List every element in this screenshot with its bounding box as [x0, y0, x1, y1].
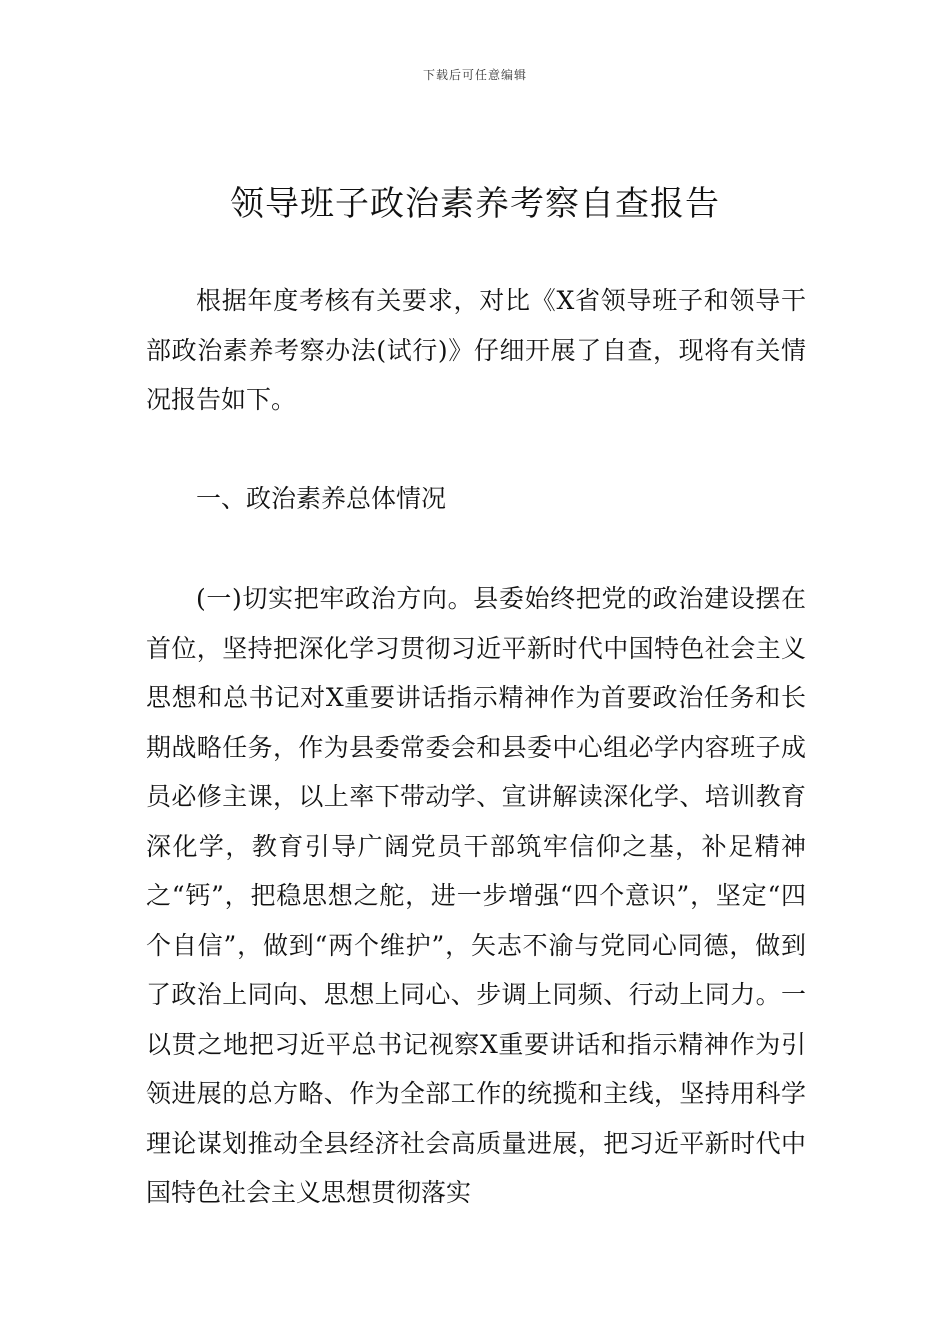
body-paragraph-text: (一)切实把牢政治方向。县委始终把党的政治建设摆在首位，坚持把深化学习贯彻习近平新时代中国特色社会主义思想和总书记对X重要讲话指示精神作为首要政治任务和长期战略任务，作为县委常委会和县委中心组必学内容班子成员必修主课，以上率下带动学、宣讲解读深化学、培训教育深化学，教育引导广阔党员干部筑牢信仰之基，补足精神之“钙”，把稳思想之舵，进一步增强“四个意识”，坚定“四个自信”，做到“两个维护”，矢志不渝与党同心同德，做到了政治上同向、思想上同心、步调上同频、行动上同力。一以贯之地把习近平总书记视察X重要讲话和指示精神作为引领进展的总方略、作为全部工作的统揽和主线，坚持用科学理论谋划推动全县经济社会高质量进展，把习近平新时代中国特色社会主义思想贯彻落实	[146, 584, 806, 1207]
section-heading	[146, 474, 806, 524]
body-paragraph	[146, 574, 806, 1218]
intro-paragraph	[146, 276, 806, 425]
header-note: 下载后可任意编辑	[422, 68, 527, 82]
section-heading-text: 一、政治素养总体情况	[196, 484, 447, 513]
intro-text: 根据年度考核有关要求，对比《X省领导班子和领导干部政治素养考察办法(试行)》仔细开展了自查，现将有关情况报告如下。	[146, 286, 806, 414]
document-title: 领导班子政治素养考察自查报告	[230, 184, 720, 224]
